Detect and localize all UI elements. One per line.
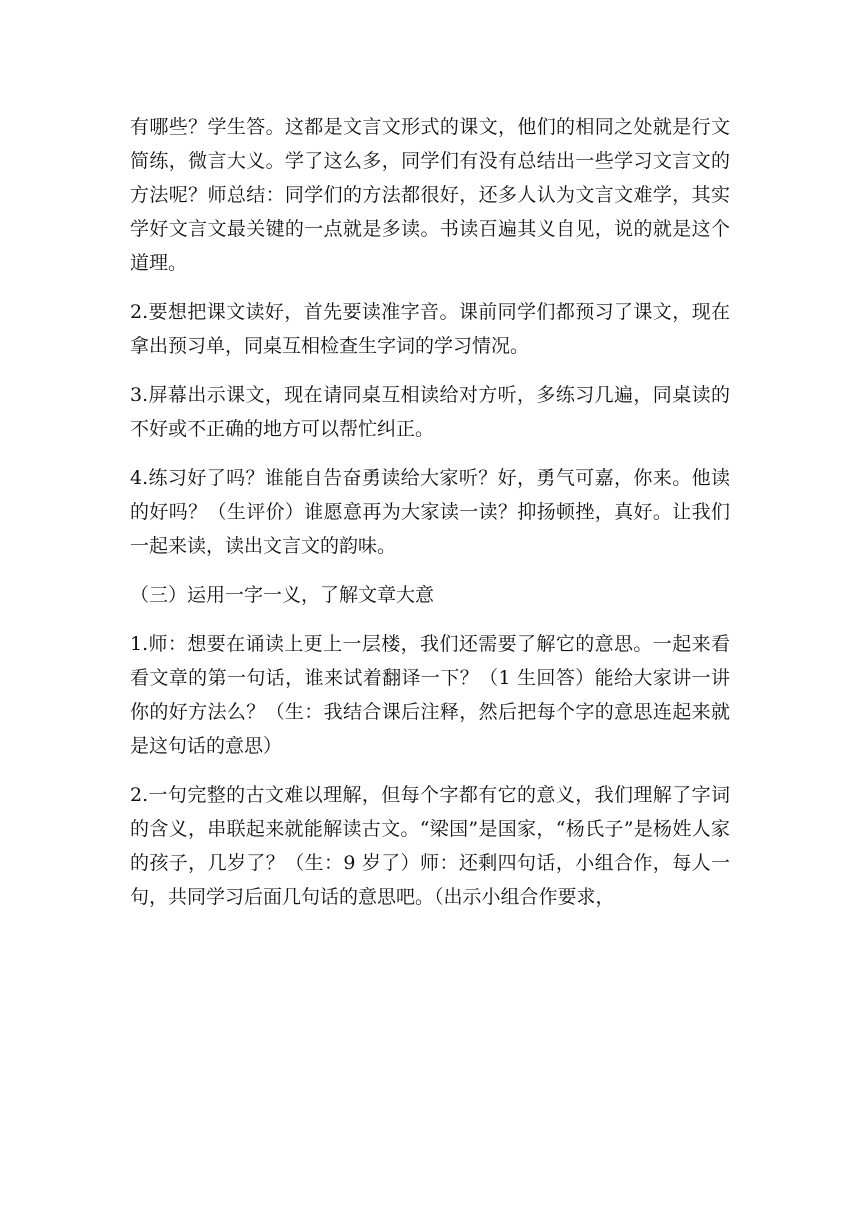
section-heading: （三）运用一字一义，了解文章大意 <box>130 584 435 606</box>
paragraph-step-4: 4.练习好了吗？谁能自告奋勇读给大家听？好，勇气可嘉，你来。他读的好吗？（生评价）谁愿意再为大家读一读？抑扬顿挫，真好。让我们一起来读，读出文言文的韵味。 <box>130 467 730 557</box>
paragraph-step-3: 3.屏幕出示课文，现在请同桌互相读给对方听，多练习几遍，同桌读的不好或不正确的地方可以帮忙纠正。 <box>130 384 730 440</box>
document-page <box>130 110 730 929</box>
paragraph-section-2: 2.一句完整的古文难以理解，但每个字都有它的意义，我们理解了字词的含义，串联起来就能解读古文。“梁国”是国家，“杨氏子”是杨姓人家的孩子，几岁了？（生：9 岁了）师：还剩四句话，小组合作，每人一句，共同学习后面几句话的意思吧。（出示小组合作要求， <box>130 784 730 908</box>
paragraph-intro: 有哪些？学生答。这都是文言文形式的课文，他们的相同之处就是行文简练，微言大义。学了这么多，同学们有没有总结出一些学习文言文的方法呢？师总结：同学们的方法都很好，还多人认为文言文难学，其实学好文言文最关键的一点就是多读。书读百遍其义自见，说的就是这个道理。 <box>130 116 730 274</box>
paragraph-section-1: 1.师：想要在诵读上更上一层楼，我们还需要了解它的意思。一起来看看文章的第一句话，谁来试着翻译一下？（1 生回答）能给大家讲一讲你的好方法么？（生：我结合课后注释，然后把每个字的意思连起来就是这句话的意思） <box>130 633 730 757</box>
paragraph-step-2: 2.要想把课文读好，首先要读准字音。课前同学们都预习了课文，现在拿出预习单，同桌互相检查生字词的学习情况。 <box>130 301 730 357</box>
